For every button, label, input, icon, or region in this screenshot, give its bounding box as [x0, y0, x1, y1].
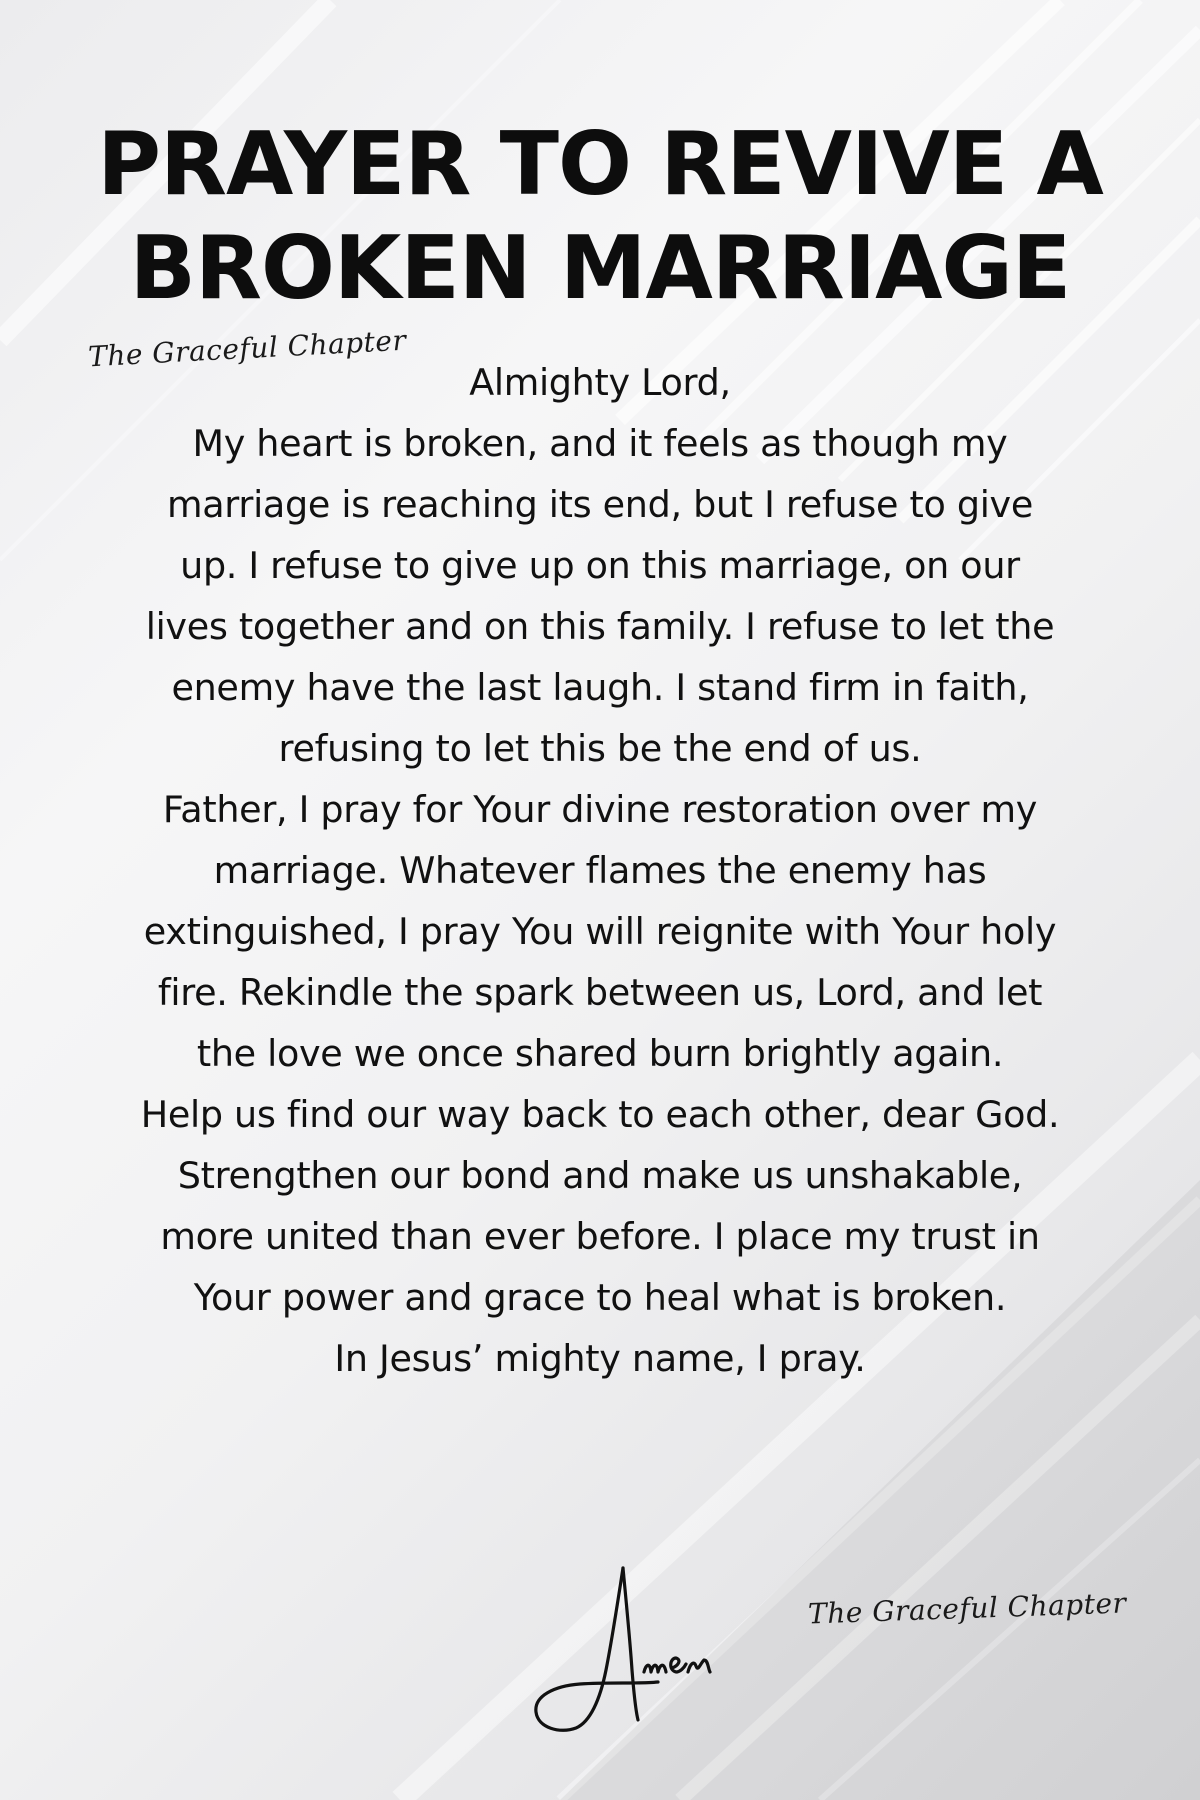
title-line-2: BROKEN MARRIAGE	[129, 217, 1071, 319]
title-line-1: PRAYER TO REVIVE A	[97, 113, 1103, 215]
brand-watermark-top: The Graceful Chapter	[87, 323, 408, 374]
prayer-body	[140, 352, 1060, 1389]
prayer-closing: In Jesus’ mighty name, I pray.	[334, 1337, 866, 1380]
prayer-paragraph-1: My heart is broken, and it feels as though my marriage is reaching its end, but I refuse to give up. I refuse to give up on this marriage, on our lives together and on this family. I refuse to let the enemy have the last laugh. I stand firm in faith, refusing to let this be the end of us.	[145, 422, 1055, 770]
prayer-paragraph-2: Father, I pray for Your divine restoration over my marriage. Whatever flames the enemy has extinguished, I pray You will reignite with Your holy fire. Rekindle the spark between us, Lord, and let the love we once shared burn brightly again.	[143, 788, 1057, 1075]
amen-signature	[520, 1560, 760, 1740]
brand-watermark-bottom: The Graceful Chapter	[807, 1586, 1127, 1631]
prayer-paragraph-3: Help us find our way back to each other, dear God. Strengthen our bond and make us unshakable, more united than ever before. I place my trust in Your power and grace to heal what is broken.	[140, 1093, 1060, 1319]
page-title	[0, 112, 1200, 320]
prayer-greeting: Almighty Lord,	[469, 361, 731, 404]
